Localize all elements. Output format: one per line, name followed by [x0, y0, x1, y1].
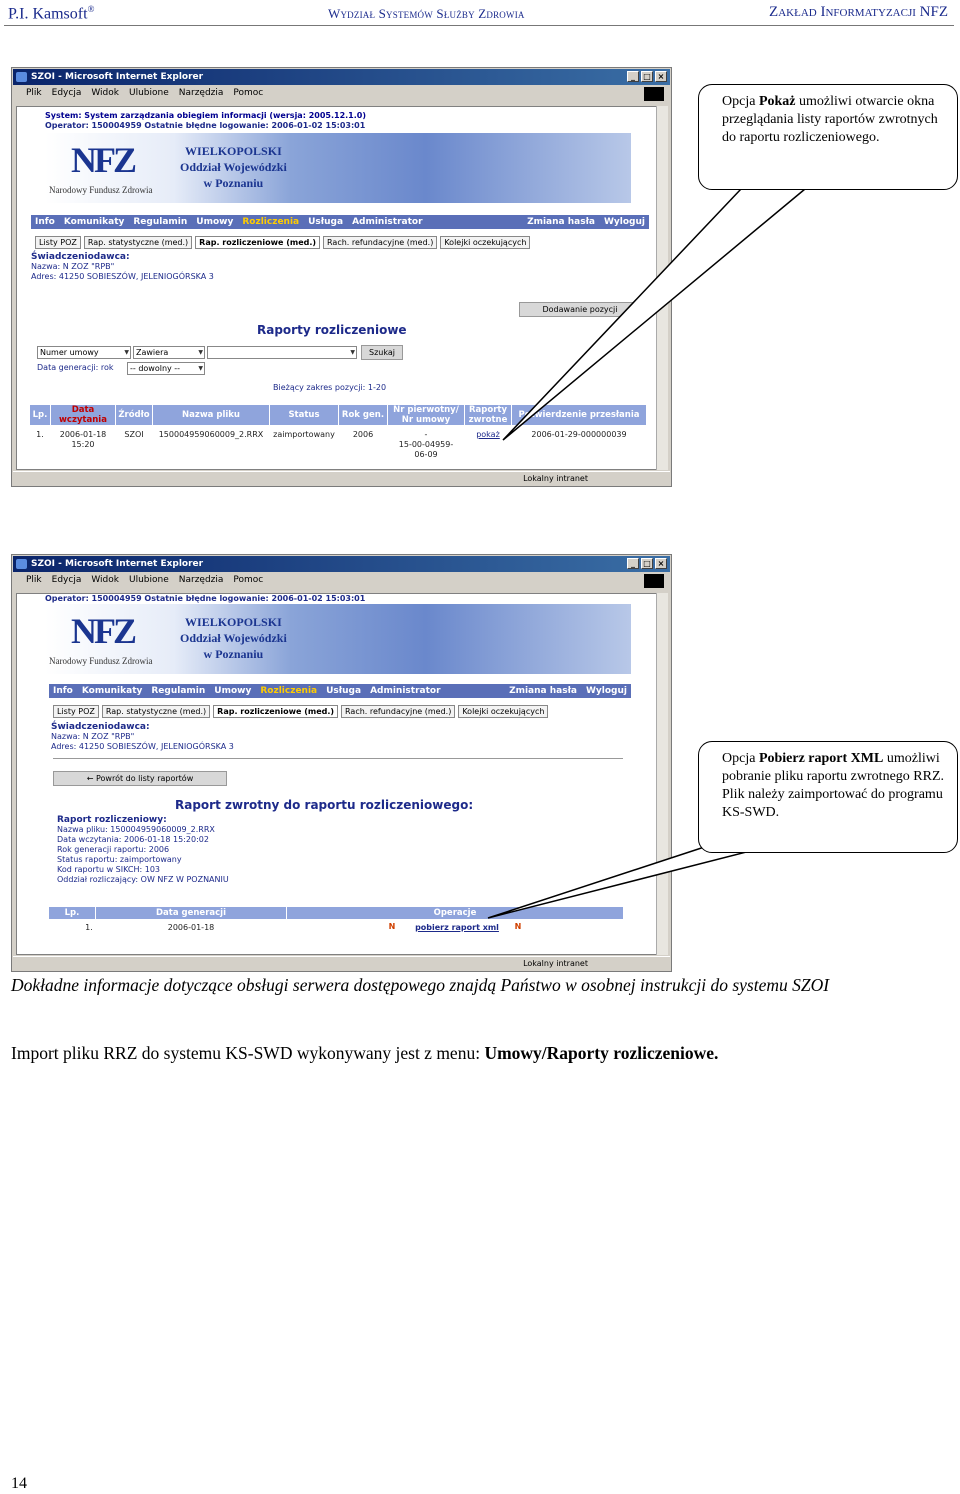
- xml-marker-icon: N: [388, 922, 396, 931]
- xml-marker-icon: N: [514, 922, 522, 931]
- nfz-logo: NFZ: [71, 140, 134, 180]
- cell-year: 2006: [352, 430, 374, 439]
- range-label: Bieżący zakres pozycji: 1-20: [273, 383, 387, 392]
- cell-nr-contract: 15-00-04959-06-09: [398, 440, 454, 459]
- nav-change-password[interactable]: Zmiana hasła: [509, 686, 577, 696]
- provider-address: Adres: 41250 SOBIESZÓW, JELENIOGÓRSKA 3: [31, 272, 214, 281]
- tab-rap-statystyczne[interactable]: Rap. statystyczne (med.): [84, 236, 192, 249]
- provider-heading: Świadczeniodawca:: [51, 722, 150, 732]
- window-title: SZOI - Microsoft Internet Explorer: [31, 559, 204, 569]
- tab-listy-poz[interactable]: Listy POZ: [35, 236, 81, 249]
- nav-rozliczenia[interactable]: Rozliczenia: [242, 217, 300, 227]
- nav-administrator[interactable]: Administrator: [370, 686, 441, 696]
- report-heading: Raport rozliczeniowy:: [57, 815, 167, 825]
- back-to-list-button[interactable]: ← Powrót do listy raportów: [53, 771, 227, 786]
- callout-text: Opcja: [722, 94, 759, 109]
- status-zone: Lokalny intranet: [523, 474, 588, 483]
- nav-change-password[interactable]: Zmiana hasła: [527, 217, 595, 227]
- col-date[interactable]: Data wczytania: [51, 405, 115, 425]
- nfz-logo-subtitle: Narodowy Fundusz Zdrowia: [49, 656, 153, 666]
- minimize-icon[interactable]: _: [627, 71, 639, 82]
- status-zone: Lokalny intranet: [523, 959, 588, 968]
- menu-tools[interactable]: Narzędzia: [178, 575, 224, 585]
- company-name: P.I. Kamsoft®: [8, 4, 95, 23]
- branch-line: Oddział Wojewódzki: [180, 160, 287, 174]
- nav-regulamin[interactable]: Regulamin: [133, 217, 188, 227]
- report-line: Kod raportu w SIKCH: 103: [57, 865, 161, 874]
- tab-rach-refundacyjne[interactable]: Rach. refundacyjne (med.): [341, 705, 455, 718]
- col-operations: Operacje: [287, 907, 623, 919]
- provider-name: Nazwa: N ZOZ "RPB": [31, 262, 115, 271]
- add-item-button[interactable]: Dodawanie pozycji: [519, 302, 641, 317]
- import-paragraph: [11, 1042, 718, 1064]
- page-number: 14: [11, 1475, 27, 1492]
- tab-kolejki[interactable]: Kolejki oczekujących: [440, 236, 530, 249]
- nav-komunikaty[interactable]: Komunikaty: [81, 686, 143, 696]
- col-lp: Lp.: [49, 907, 95, 919]
- menu-favorites[interactable]: Ulubione: [128, 88, 169, 98]
- tab-rach-refundacyjne[interactable]: Rach. refundacyjne (med.): [323, 236, 437, 249]
- nav-logout[interactable]: Wyloguj: [604, 217, 645, 227]
- cell-nr-first: -: [424, 430, 428, 439]
- close-icon[interactable]: ×: [655, 71, 667, 82]
- nfz-logo-subtitle: Narodowy Fundusz Zdrowia: [49, 185, 153, 195]
- page-title: Raport zwrotny do raportu rozliczeniowego:: [175, 798, 474, 812]
- menu-view[interactable]: Widok: [91, 575, 119, 585]
- department-name: Wydział Systemów Służby Zdrowia: [328, 6, 525, 21]
- report-line: Oddział rozliczający: OW NFZ W POZNANIU: [57, 875, 229, 884]
- cell-lp: 1.: [36, 430, 44, 439]
- col-reports: Raporty zwrotne: [465, 405, 511, 425]
- nav-usluga[interactable]: Usługa: [308, 217, 344, 227]
- import-menu-path: Umowy/Raporty rozliczeniowe.: [484, 1043, 719, 1063]
- col-file[interactable]: Nazwa pliku: [153, 405, 269, 425]
- col-confirmation: Potwierdzenie przesłania: [512, 405, 646, 425]
- col-nr[interactable]: Nr pierwotny/ Nr umowy: [388, 405, 464, 425]
- branch-line: WIELKOPOLSKI: [185, 144, 282, 158]
- provider-heading: Świadczeniodawca:: [31, 252, 130, 262]
- window-title: SZOI - Microsoft Internet Explorer: [31, 72, 204, 82]
- col-status[interactable]: Status: [270, 405, 338, 425]
- cell-date-day: 2006-01-18: [59, 430, 107, 439]
- import-text: Import pliku RRZ do systemu KS-SWD wykonywany jest z menu:: [11, 1043, 485, 1063]
- col-year[interactable]: Rok gen.: [339, 405, 387, 425]
- callout-text: Opcja: [722, 751, 759, 766]
- menu-file[interactable]: Plik: [26, 88, 42, 98]
- menu-edit[interactable]: Edycja: [51, 575, 82, 585]
- report-line: Nazwa pliku: 150004959060009_2.RRX: [57, 825, 215, 834]
- cell-date: 2006-01-18: [167, 923, 215, 932]
- tab-listy-poz[interactable]: Listy POZ: [53, 705, 99, 718]
- menu-help[interactable]: Pomoc: [233, 88, 264, 98]
- provider-name: Nazwa: N ZOZ "RPB": [51, 732, 135, 741]
- branch-line: Oddział Wojewódzki: [180, 631, 287, 645]
- close-icon[interactable]: ×: [655, 558, 667, 569]
- cell-lp: 1.: [85, 923, 93, 932]
- nfz-logo: NFZ: [71, 611, 134, 651]
- download-xml-link[interactable]: pobierz raport xml: [415, 923, 499, 932]
- callout1-pointer: [503, 189, 805, 440]
- cell-date-time: 15:20: [71, 440, 95, 449]
- branch-line: WIELKOPOLSKI: [185, 615, 282, 629]
- tab-rap-statystyczne[interactable]: Rap. statystyczne (med.): [102, 705, 210, 718]
- cell-status: zaimportowany: [273, 430, 335, 439]
- filter-field-select[interactable]: Numer umowy ▼: [37, 346, 131, 359]
- report-line: Status raportu: zaimportowany: [57, 855, 182, 864]
- menu-favorites[interactable]: Ulubione: [128, 575, 169, 585]
- menu-tools[interactable]: Narzędzia: [178, 88, 224, 98]
- cell-confirmation: 2006-01-29-000000039: [531, 430, 627, 439]
- minimize-icon[interactable]: _: [627, 558, 639, 569]
- tab-rap-rozliczeniowe[interactable]: Rap. rozliczeniowe (med.): [213, 705, 338, 718]
- branch-line: w Poznaniu: [203, 647, 264, 661]
- nav-rozliczenia[interactable]: Rozliczenia: [260, 686, 318, 696]
- col-source[interactable]: Źródło: [116, 405, 152, 425]
- system-line: System: System zarządzania obiegiem informacji (wersja: 2005.12.1.0): [45, 111, 366, 120]
- menu-view[interactable]: Widok: [91, 88, 119, 98]
- nav-info[interactable]: Info: [53, 686, 73, 696]
- maximize-icon[interactable]: □: [641, 71, 653, 82]
- callout-bold: Pokaż: [758, 94, 796, 109]
- nav-usluga[interactable]: Usługa: [326, 686, 362, 696]
- tab-kolejki[interactable]: Kolejki oczekujących: [458, 705, 548, 718]
- operator-line: Operator: 150004959 Ostatnie błędne logowanie: 2006-01-02 15:03:01: [45, 121, 366, 130]
- col-date: Data generacji: [96, 907, 286, 919]
- nav-umowy[interactable]: Umowy: [214, 686, 252, 696]
- report-line: Rok generacji raportu: 2006: [57, 845, 170, 854]
- menu-edit[interactable]: Edycja: [51, 88, 82, 98]
- col-lp: Lp.: [30, 405, 50, 425]
- maximize-icon[interactable]: □: [641, 558, 653, 569]
- callout-show: [698, 84, 958, 190]
- tab-rap-rozliczeniowe[interactable]: Rap. rozliczeniowe (med.): [195, 236, 320, 249]
- info-paragraph: Dokładne informacje dotyczące obsługi serwera dostępowego znajdą Państwo w osobnej instrukcji do systemu SZOI: [11, 975, 830, 995]
- callout-text: umożliwi otwarcie okna przeglądania listy raportów zwrotnych do raportu rozliczeniowego.: [722, 94, 938, 145]
- operator-line: Operator: 150004959 Ostatnie błędne logowanie: 2006-01-02 15:03:01: [45, 594, 366, 603]
- year-select[interactable]: -- dowolny -- ▼: [127, 362, 205, 375]
- menu-file[interactable]: Plik: [26, 575, 42, 585]
- nav-administrator[interactable]: Administrator: [352, 217, 423, 227]
- callout-bold: Pobierz raport XML: [758, 751, 884, 766]
- search-button[interactable]: Szukaj: [361, 345, 403, 360]
- show-report-link[interactable]: pokaż: [476, 430, 500, 439]
- provider-address: Adres: 41250 SOBIESZÓW, JELENIOGÓRSKA 3: [51, 742, 234, 751]
- callout-text: umożliwi pobranie pliku raportu zwrotnego RRZ. Plik należy zaimportować do programu KS-SWD.: [722, 751, 945, 820]
- page-title: Raporty rozliczeniowe: [257, 323, 407, 337]
- cell-file: 150004959060009_2.RRX: [158, 430, 264, 439]
- report-line: Data wczytania: 2006-01-18 15:20:02: [57, 835, 209, 844]
- unit-name: Zakład Informatyzacji NFZ: [769, 4, 948, 20]
- callout-download-xml: [698, 741, 958, 853]
- branch-line: w Poznaniu: [203, 176, 264, 190]
- nav-info[interactable]: Info: [35, 217, 55, 227]
- filter-operator-select[interactable]: Zawiera ▼: [133, 346, 205, 359]
- nav-logout[interactable]: Wyloguj: [586, 686, 627, 696]
- cell-source: SZOI: [124, 430, 144, 439]
- menu-help[interactable]: Pomoc: [233, 575, 264, 585]
- nav-komunikaty[interactable]: Komunikaty: [63, 217, 125, 227]
- nav-umowy[interactable]: Umowy: [196, 217, 234, 227]
- nav-regulamin[interactable]: Regulamin: [151, 686, 206, 696]
- date-label: Data generacji: rok: [37, 363, 114, 372]
